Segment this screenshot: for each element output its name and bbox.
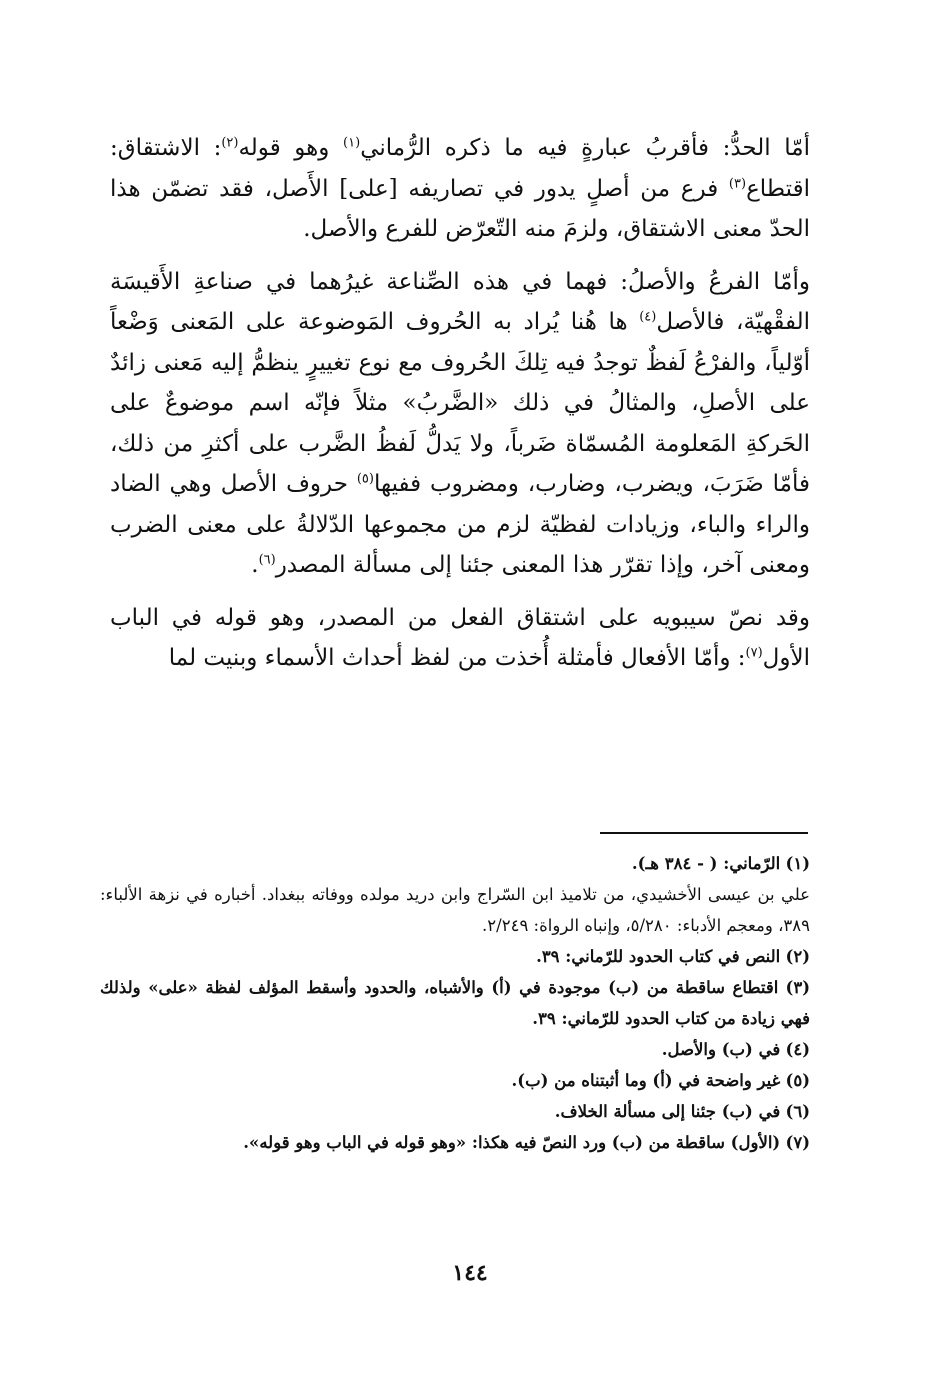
footnote-7: [100, 1127, 810, 1158]
footnote-text: في (ب) والأصل.: [661, 1040, 781, 1059]
footnote-text: النص في كتاب الحدود للرّماني: ٣٩.: [536, 947, 781, 966]
page-number: ١٤٤: [452, 1260, 488, 1286]
footnote-number: (٧): [785, 1133, 810, 1152]
text-run: حروف الأصل وهي الضاد والراء والباء، وزيادات لفظيّة لزم من مجموعها الدّلالةُ على معنى الضرب ومعنى آخر، وإذا تقرّر هذا المعنى جئنا إلى مسألة المصدر: [110, 471, 810, 578]
footnote-ref[interactable]: (٢): [221, 135, 239, 151]
footnote-5: [100, 1065, 810, 1096]
footnote-number: (٤): [785, 1040, 810, 1059]
footnote-text: الرّماني: ( - ٣٨٤ هـ).: [631, 854, 781, 873]
footnote-1-continued: [100, 879, 810, 941]
footnote-6: [100, 1096, 810, 1127]
footnote-1: [100, 848, 810, 879]
text-run: ها هُنا يُراد به الحُروف المَوضوعة على المَعنى وَضْعاً أوّلياً، والفرْعُ لَفظٌ توجدُ فيه تِلكَ الحُروف مع نوع تغييرٍ ينظمُّ إليه مَعنى زائدٌ على الأصلِ، والمثالُ في ذلك «الضَّربُ» مثلاً فإنّه اسم موضوعٌ على الحَركةِ المَعلومة المُسمّاة ضَرباً، ولا يَدلُّ لَفظُ الضَّرب على أكثرِ من ذلك، فأمّا ضَرَبَ، ويضرب، وضارب، ومضروب ففيها: [110, 309, 810, 497]
footnote-4: [100, 1034, 810, 1065]
footnote-text: في (ب) جئنا إلى مسألة الخلاف.: [554, 1102, 781, 1121]
footnote-number: (١): [785, 854, 810, 873]
paragraph-2: [110, 262, 810, 586]
text-run: .: [251, 552, 259, 578]
footnote-text: علي بن عيسى الأخشيدي، من تلاميذ ابن السّراج وابن دريد مولده ووفاته ببغداد. أخباره في نزهة الألباء: ٣٨٩، ومعجم الأدباء: ٥/٢٨٠، وإنباه الرواة: ٢/٢٤٩.: [100, 885, 810, 935]
text-run: فرع من أصلٍ يدور في تصاريفه [على] الأَصل، فقد تضمّن هذا الحدّ معنى الاشتقاق، ولزمَ منه التّعرّض للفرع والأصل.: [110, 175, 810, 242]
footnote-ref[interactable]: (٣): [728, 175, 747, 191]
footnotes: [100, 848, 810, 1158]
text-run: أمّا الحدُّ: فأقربُ عبارةٍ فيه ما ذكره الرُّماني: [360, 135, 810, 161]
footnote-number: (٦): [785, 1102, 810, 1121]
footnote-separator: [600, 832, 808, 834]
text-run: وأمّا الفرعُ والأصلُ: فهما في هذه الصِّناعة غيرُهما في صناعةِ الأَقيسَة الفقْهيّة، فالأصل: [110, 268, 810, 335]
footnote-ref[interactable]: (١): [343, 135, 361, 151]
footnote-number: (٢): [785, 947, 810, 966]
footnote-text: اقتطاع ساقطة من (ب) موجودة في (أ) والأشباه، والحدود وأسقط المؤلف لفظة «على» ولذلك فهي زيادة من كتاب الحدود للرّماني: ٣٩.: [100, 978, 810, 1028]
footnote-2: [100, 941, 810, 972]
footnote-ref[interactable]: (٥): [356, 471, 374, 487]
paragraph-1: [110, 128, 810, 250]
paragraph-3: [110, 598, 810, 679]
text-run: : الاشتقاق: اقتطاع: [110, 135, 810, 202]
text-run: : وأمّا الأفعال فأمثلة أُخذت من لفظ أحداث الأسماء وبنيت لما: [168, 645, 746, 671]
footnote-ref[interactable]: (٦): [258, 552, 276, 568]
text-run: وقد نصّ سيبويه على اشتقاق الفعل من المصدر، وهو قوله في الباب الأول: [110, 604, 810, 671]
footnote-3: [100, 972, 810, 1034]
footnote-ref[interactable]: (٧): [745, 645, 763, 661]
footnote-text: غير واضحة في (أ) وما أثبتناه من (ب).: [511, 1071, 781, 1090]
text-run: وهو قوله: [238, 135, 344, 161]
footnote-number: (٥): [785, 1071, 810, 1090]
footnote-text: (الأول) ساقطة من (ب) ورد النصّ فيه هكذا: «وهو قوله في الباب وهو قوله».: [243, 1133, 781, 1152]
main-text: [110, 128, 810, 679]
footnote-number: (٣): [785, 978, 810, 997]
footnote-ref[interactable]: (٤): [639, 309, 657, 325]
